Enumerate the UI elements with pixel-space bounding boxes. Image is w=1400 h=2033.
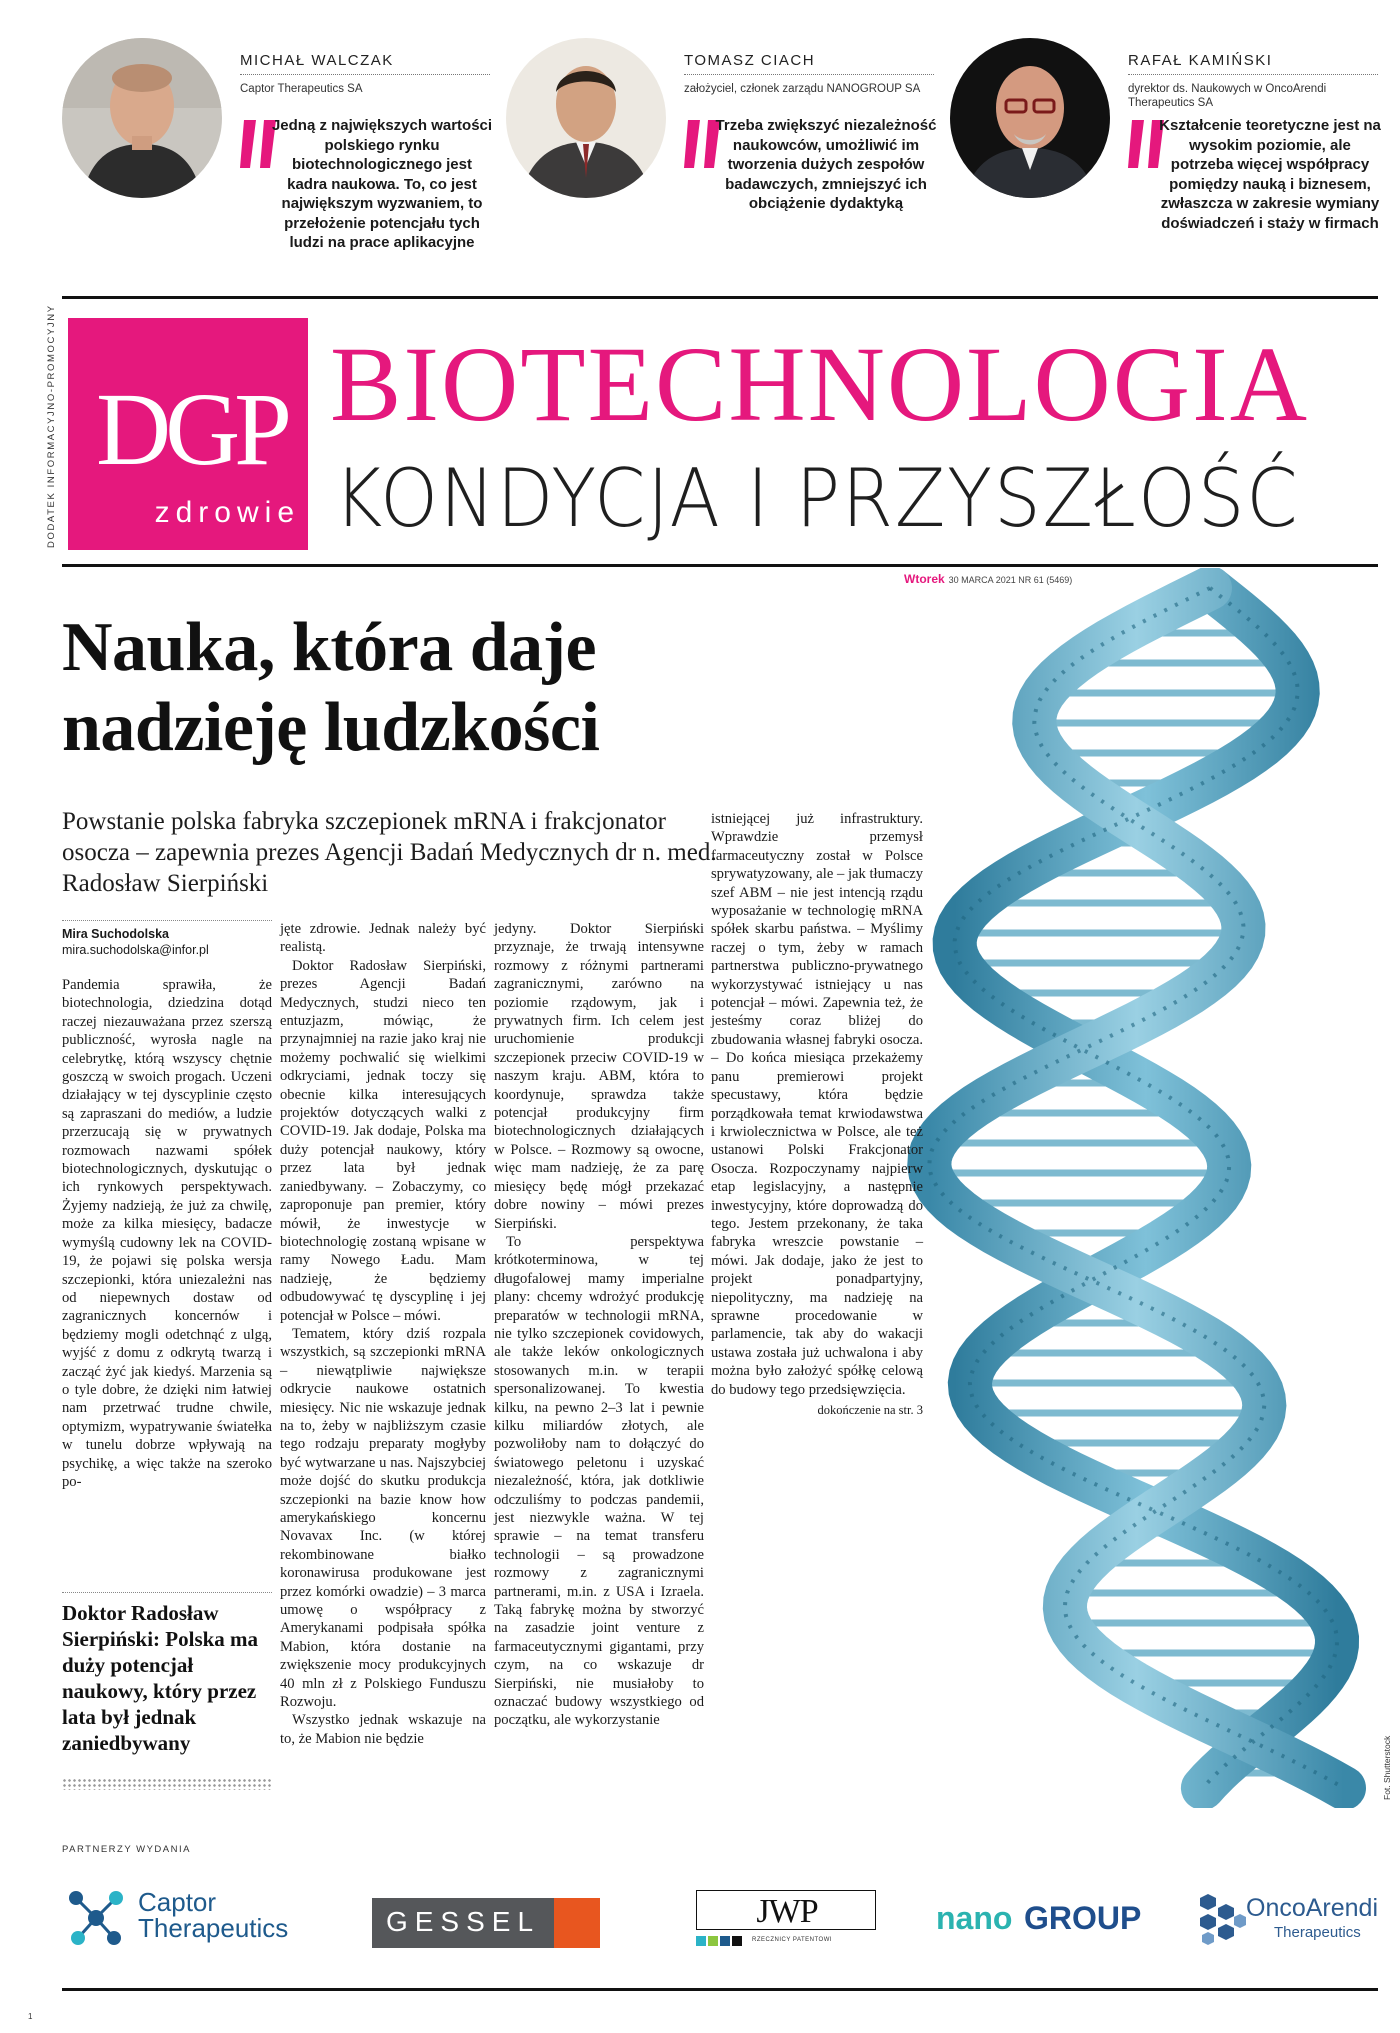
nanogroup-logo[interactable]	[936, 1880, 1146, 1960]
side-label: DODATEK INFORMACYJNO-PROMOCYJNY	[46, 304, 57, 548]
gessel-orange	[554, 1898, 600, 1948]
article-headline: Nauka, która daje nadzieję ludzkości	[62, 609, 600, 766]
quote-role: Captor Therapeutics SA	[240, 83, 363, 95]
paragraph: jedyny. Doktor Sierpiński przyznaje, że trwają intensywne rozmowy z różnymi partnerami zagranicznymi, zarówno na poziomie rządowym, jak i prywatnych firm. Ich celem jest uruchomienie produkcji szczepionek przeciw COVID-19 w naszym kraju. ABM, która to koordynuje, sprawdza także potencjał produkcyjny firm biotechnologicznych działających w Polsce. – Rozmowy są owocne, więc mam nadzieję, że za parę miesięcy będę mógł przekazać dobre nowiny – mówi prezes Sierpiński.	[494, 921, 704, 1232]
logo-letters: DGP	[95, 372, 287, 487]
masthead-title: BIOTECHNOLOGIA	[330, 326, 1309, 444]
oncoarendi-name: OncoArendi	[1246, 1894, 1379, 1922]
article-column-4	[711, 810, 923, 1419]
captor-name-sub: Therapeutics	[138, 1913, 289, 1943]
paragraph: To perspektywa krótkoterminowa, w tej długofalowej mamy imperialne plany: chcemy wdrożyć produkcję preparatów w technologii mRNA, nie tylko szczepionek covidowych, ale także leków onkologicznych stosowanych m.in. w terapii spersonalizowanej. To kwestia kilku, na pewno 2–3 lat i pewnie kilku miliardów złotych, ale pozwoliłoby nam to dołączyć do światowego peletonu i uzyskać niezależność, która, jak dotkliwie odczuliśmy to podczas pandemii, jest niezwykle ważna. W tej sprawie – na temat transferu technologii – są prowadzone rozmowy z zagranicznymi partnerami, m.in. z USA i Izraela. Taką fabrykę można by stworzyć na zasadzie joint venture z farmaceutycznymi gigantami, przy czym, na co wskazuje dr Sierpiński, nie musiałoby to oznaczać budowy wszystkiego od początku, ale wykorzystanie	[494, 1233, 704, 1729]
byline-rule	[62, 920, 272, 921]
quote-name: TOMASZ CIACH	[684, 52, 816, 69]
quote-role: założyciel, członek zarządu NANOGROUP SA	[684, 83, 921, 95]
quote-text: Kształcenie teoretyczne jest na wysokim poziomie, ale potrzeba więcej współpracy pomiędzy nauką i biznesem, zwłaszcza w zakresie wymiany doświadczeń i staży w firmach	[1159, 117, 1381, 232]
quotes-header	[62, 30, 1380, 280]
pullquote-dots	[62, 1778, 272, 1790]
byline	[62, 926, 272, 958]
oncoarendi-sub: Therapeutics	[1274, 1924, 1361, 1941]
quote-block-walczak	[62, 30, 492, 280]
paragraph: Pandemia sprawiła, że biotechnologia, dziedzina dotąd raczej niezauważana przez szerszą publiczność, wyrosła nagle na celebrytkę, którą wszyscy chętnie goszczą w swoich progach. Uczeni działający w tej dyscyplinie często są zapraszani do mediów, a ludzie przerzucają się w prywatnych rozmowach nazwami spółek biotechnologicznych, dyskutując o ich rynkowych perspektywach. Żyjemy nadzieją, że już za chwilę, może za kilka miesięcy, badacze wymyślą cudowny lek na COVID-19, że pojawi się polska wersja szczepionki, która uniezależni nas od niepewnych dostaw od zagranicznych koncernów i będziemy mogli odetchnąć z ulgą, wyjść z domu z odkrytą twarzą i zacząć żyć jak kiedyś. Marzenia są o tyle dobre, że dzięki nim łatwiej nam przetrwać trudne chwile, optymizm, wypatrywanie światełka w tunelu dobrze wpływają na psychikę, a więc także na szeroko po-	[62, 977, 272, 1490]
avatar-walczak	[62, 38, 222, 198]
paragraph: Doktor Radosław Sierpiński, prezes Agencji Badań Medycznych, studzi nieco ten entuzjazm, mówiąc, że przynajmniej na razie jako kraj nie możemy pochwalić się wielkimi odkryciami, jednak toczy się obecnie kilka interesujących projektów dotyczących walki z COVID-19. Jak dodaje, Polska ma duży potencjał naukowy, który przez lata był jednak zaniedbywany. – Zobaczymy, co zaproponuje pan premier, który mówił, że inwestycje w biotechnologię zostaną wpisane w ramy Nowego Ładu. Mam nadzieję, że będziemy odbudowywać tę dyscyplinę i jej potencjał w Polsce – mówi.	[280, 957, 486, 1324]
article-column-3	[494, 920, 704, 1730]
photo-credit: Fot. Shutterstock	[1382, 1735, 1392, 1800]
article-column-1	[62, 976, 272, 1491]
quote-divider	[240, 74, 490, 75]
pullquote-rule	[62, 1592, 272, 1593]
quote-name: MICHAŁ WALCZAK	[240, 52, 394, 69]
jwp-logo[interactable]	[696, 1880, 876, 1960]
captor-molecule-icon	[66, 1888, 126, 1948]
author-email[interactable]: mira.suchodolska@infor.pl	[62, 943, 209, 957]
captor-name: Captor	[138, 1887, 217, 1917]
paragraph: Tematem, który dziś rozpala wszystkich, są szczepionki mRNA – niewątpliwie największe odkrycie naukowe ostatnich miesięcy. Nic nie wskazuje jednak na to, żeby w najbliższym czasie tego rodzaju preparaty mogłyby być wytwarzane u nas. Najszybciej może dojść do skutku produkcja szczepionki na bazie know how amerykańskiego koncernu Novavax Inc. (w której rekombinowane białko koronawirusa produkowane jest przez komórki owadzie) – 3 marca umowę o współpracy z Amerykanami podpisała spółka Mabion, która dostanie na zwiększenie mocy produkcyjnych 40 mln zł z Polskiego Funduszu Rozwoju.	[280, 1325, 486, 1711]
avatar-kaminski	[950, 38, 1110, 198]
quote-text: Jedną z największych wartości polskiego rynku biotechnologicznego jest kadra naukowa. To, co jest największym wyzwaniem, to przełożenie potencjału tych ludzi na prace aplikacyjne	[271, 117, 493, 251]
gessel-box	[372, 1898, 600, 1948]
quote-role: dyrektor ds. Naukowych w OncoArendi Therapeutics SA	[1128, 83, 1327, 109]
page-number: 1	[28, 2012, 33, 2021]
jwp-box	[696, 1890, 876, 1930]
group-text: GROUP	[1024, 1900, 1142, 1936]
pullquote: Doktor Radosław Sierpiński: Polska ma duży potencjał naukowy, który przez lata był jednak zaniedbywany	[62, 1601, 259, 1755]
issue-day: Wtorek	[904, 572, 945, 586]
quote-block-kaminski	[950, 30, 1380, 280]
jwp-sub: RZECZNICY PATENTOWI	[752, 1937, 833, 1943]
dna-helix-illustration	[880, 568, 1380, 1808]
jwp-square-icon	[696, 1936, 706, 1946]
issue-details: 30 MARCA 2021 NR 61 (5469)	[948, 575, 1073, 585]
oncoarendi-logo[interactable]	[1196, 1880, 1386, 1960]
avatar-ciach	[506, 38, 666, 198]
jwp-square-icon	[708, 1936, 718, 1946]
nano-text: nano	[936, 1900, 1013, 1936]
jwp-square-icon	[720, 1936, 730, 1946]
quote-divider	[684, 74, 934, 75]
jwp-square-icon	[732, 1936, 742, 1946]
logo-sub: zdrowie	[154, 496, 300, 529]
paragraph: jęte zdrowie. Jednak należy być realistą.	[280, 921, 486, 956]
masthead-rule	[62, 564, 1378, 567]
bottom-rule	[62, 1988, 1378, 1991]
continued-note[interactable]: dokończenie na str. 3	[817, 1403, 923, 1417]
dgp-zdrowie-logo	[68, 318, 308, 550]
gessel-name: GESSEL	[385, 1906, 541, 1937]
oncoarendi-hexagon-icon	[1196, 1892, 1246, 1948]
captor-logo[interactable]	[66, 1880, 316, 1960]
paragraph: Wszystko jednak wskazuje na to, że Mabion nie będzie	[280, 1712, 486, 1747]
jwp-name: JWP	[756, 1893, 818, 1930]
quote-divider	[1128, 74, 1378, 75]
paragraph: istniejącej już infrastruktury. Wprawdzie przemysł farmaceutyczny został w Polsce sprywatyzowany, ale – jak tłumaczy szef ABM – nie jest intencją rządu wyposażanie w technologię mRNA spółek skarbu państwa. – Myślimy raczej o tym, żeby w ramach partnerstwa publiczno-prywatnego wykorzystywać istniejący u nas potencjał – mówi. Zapewnia też, że jesteśmy coraz bliżej do zbudowania własnej fabryki osocza. – Do końca miesiąca przekażemy panu premierowi projekt specustawy, która będzie porządkowała temat krwiodawstwa i krwiolecznictwa w Polsce, ale też ustanowi Polski Frakcjonator Osocza. Rozpoczynamy najpierw etap legislacyjny, a następnie inwestycyjny, które doprowadzą do tego. Jestem przekonany, że taka fabryka wreszcie powstanie – mówi. Jak dodaje, jako że jest to projekt ponadpartyjny, niepolityczny, ma nadzieję na sprawne procedowanie w parlamencie, tak aby do wakacji ustawa została już uchwalona i aby można było założyć spółkę celową do budowy tego przedsięwzięcia.	[711, 811, 923, 1398]
top-rule	[62, 296, 1378, 299]
quote-text: Trzeba zwiększyć niezależność naukowców, umożliwić im tworzenia dużych zespołów badawczych, zmniejszyć ich obciążenie dydaktyką	[715, 117, 937, 212]
article-lead: Powstanie polska fabryka szczepionek mRNA i frakcjonator osocza – zapewnia prezes Agencji Badań Medycznych dr n. med. Radosław Sierpiński	[62, 808, 717, 897]
masthead-subtitle: KONDYCJA I PRZYSZŁOŚĆ	[334, 452, 1300, 545]
quote-block-ciach	[506, 30, 936, 280]
article-column-2	[280, 920, 486, 1748]
author-name: Mira Suchodolska	[62, 927, 169, 941]
gessel-logo[interactable]	[372, 1880, 600, 1960]
partners-label: PARTNERZY WYDANIA	[62, 1844, 191, 1855]
quote-name: RAFAŁ KAMIŃSKI	[1128, 52, 1273, 69]
